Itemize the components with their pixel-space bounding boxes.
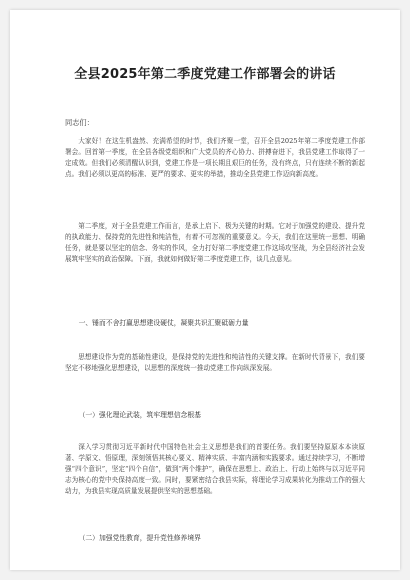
salutation: 同志们： xyxy=(65,118,94,127)
paragraph-ideology: 思想建设作为党的基础性建设，是保持党的先进性和纯洁性的关键支撑。在新时代背景下，我们要坚定不移地强化思想建设，以思想的深度统一推动党建工作向纵深发展。 xyxy=(65,353,365,372)
subheading-1: （一）强化理论武装，筑牢理想信念根基 xyxy=(78,411,201,419)
paragraph-second-quarter: 第二季度，对于全县党建工作而言，是承上启下、极为关键的时期。它对于加强党的建设、提升党的执政能力、保持党的先进性和纯洁性，有着不可忽视的重要意义。今天，我们在这里统一思想、明确任务，就是要以坚定的信念、务实的作风，全力打好第二季度党建工作这场攻坚战，为全县经济社会发展筑牢坚实的政治保障。下面，我就如何做好第二季度党建工作，谈几点意见。 xyxy=(65,222,365,263)
document-title: 全县2025年第二季度党建工作部署会的讲话 xyxy=(74,67,336,82)
document-page xyxy=(10,10,400,570)
section-heading-1: 一、锤而不舍打赢思想建设硬仗，凝聚共识汇聚砥砺力量 xyxy=(78,319,249,327)
subheading-2: （二）加强党性教育，提升党性修养境界 xyxy=(78,534,201,542)
paragraph-opening: 大家好！在这生机盎然、充满希望的时节，我们齐聚一堂，召开全县2025年第二季度党建工作部署会。回首第一季度，在全县各级党组织和广大党员的齐心协力、拼搏奋进下，我县党建工作取得了一定成效。但我们必须清醒认识到，党建工作是一项长期且艰巨的任务，没有终点，只有连续不断的新起点。我们必须以更高的标准、更严的要求、更实的举措，推动全县党建工作迈向新高度。 xyxy=(65,137,365,178)
paragraph-theory-study: 深入学习贯彻习近平新时代中国特色社会主义思想是我们的首要任务。我们要坚持原原本本读原著、学原文、悟原理，深刻领悟其核心要义、精神实质、丰富内涵和实践要求。通过持续学习，不断增强“四个意识”，坚定“四个自信”，做到“两个维护”，确保在思想上、政治上、行动上始终与以习近平同志为核心的党中央保持高度一致。同时，要紧密结合我县实际，将理论学习成果转化为推动工作的强大动力，为我县实现高质量发展提供坚实的思想基础。 xyxy=(65,443,365,495)
